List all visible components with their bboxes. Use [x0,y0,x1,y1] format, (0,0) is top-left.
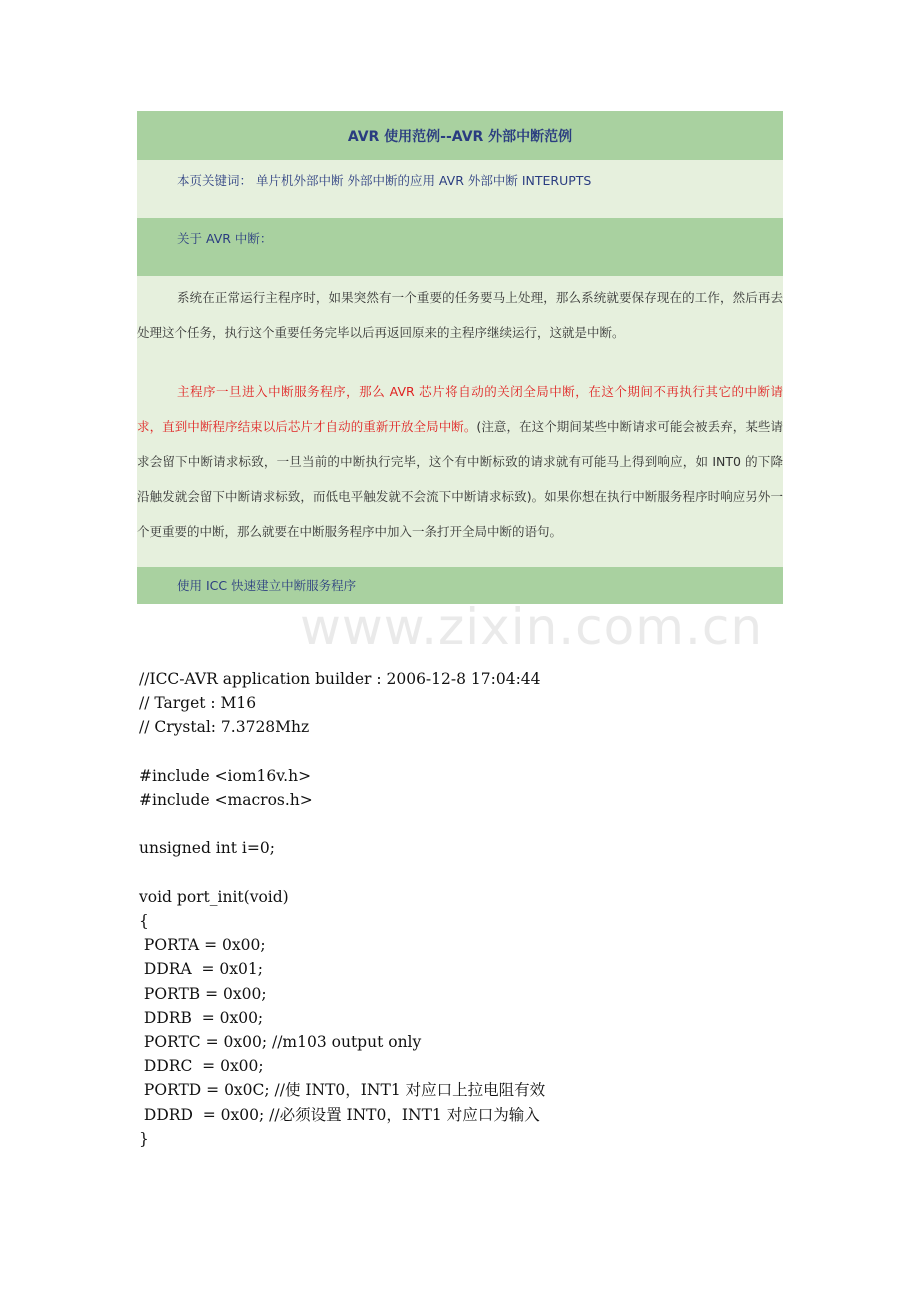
code-line: // Crystal: 7.3728Mhz [139,718,310,737]
code-line: unsigned int i=0; [139,839,275,858]
code-line: #include <iom16v.h> [139,766,312,785]
paragraph-2-rest: (注意，在这个期间某些中断请求可能会被丢弃，某些请求会留下中断请求标致，一旦当前的中断执行完毕，这个有中断标致的请求就有可能马上得到响应，如 INT0 的下降沿触发就会留下中断请求标致，而低电平触发就不会流下中断请求标致)。如果你想在执行中断服务程序时响应另外一个更重要的中断，那么就要在中断服务程序中加入一条打开全局中断的语句。 [137,419,783,539]
code-line: DDRD = 0x00; //必须设置 INT0，INT1 对应口为输入 [139,1105,540,1124]
watermark: www.zixin.com.cn [300,598,764,656]
icc-heading: 使用 ICC 快速建立中断服务程序 [137,567,783,604]
code-line: PORTD = 0x0C; //使 INT0，INT1 对应口上拉电阻有效 [139,1081,546,1100]
paragraph-1: 系统在正常运行主程序时，如果突然有一个重要的任务要马上处理，那么系统就要保存现在的工作，然后再去处理这个任务，执行这个重要任务完毕以后再返回原来的主程序继续运行，这就是中断。 [137,290,783,340]
code-line: PORTC = 0x00; //m103 output only [139,1033,422,1052]
code-block [139,667,545,1151]
page-title: AVR 使用范例--AVR 外部中断范例 [137,111,783,160]
code-line: // Target : M16 [139,694,257,713]
about-heading: 关于 AVR 中断： [137,218,783,276]
code-line: } [139,1129,149,1148]
keywords-line: 本页关键词： 单片机外部中断 外部中断的应用 AVR 外部中断 INTERUPTS [137,160,783,218]
article-table [137,111,783,604]
paragraph-2 [137,374,783,549]
code-line: DDRA = 0x01; [139,960,263,979]
code-line: DDRC = 0x00; [139,1057,264,1076]
body-text [137,276,783,567]
code-line: DDRB = 0x00; [139,1008,264,1027]
code-line: void port_init(void) [139,887,289,906]
code-line: #include <macros.h> [139,791,313,810]
code-line: PORTA = 0x00; [139,936,266,955]
code-line: PORTB = 0x00; [139,984,267,1003]
code-line: //ICC-AVR application builder : 2006-12-8 17:04:44 [139,670,541,688]
paragraph-2-red: 主程序一旦进入中断服务程序，那么 AVR 芯片将自动的关闭全局中断，在这个期间不再执行其它的中断请求，直到中断程序结束以后芯片才自动的重新开放全局中断。 [137,384,783,434]
code-line: { [139,912,149,931]
